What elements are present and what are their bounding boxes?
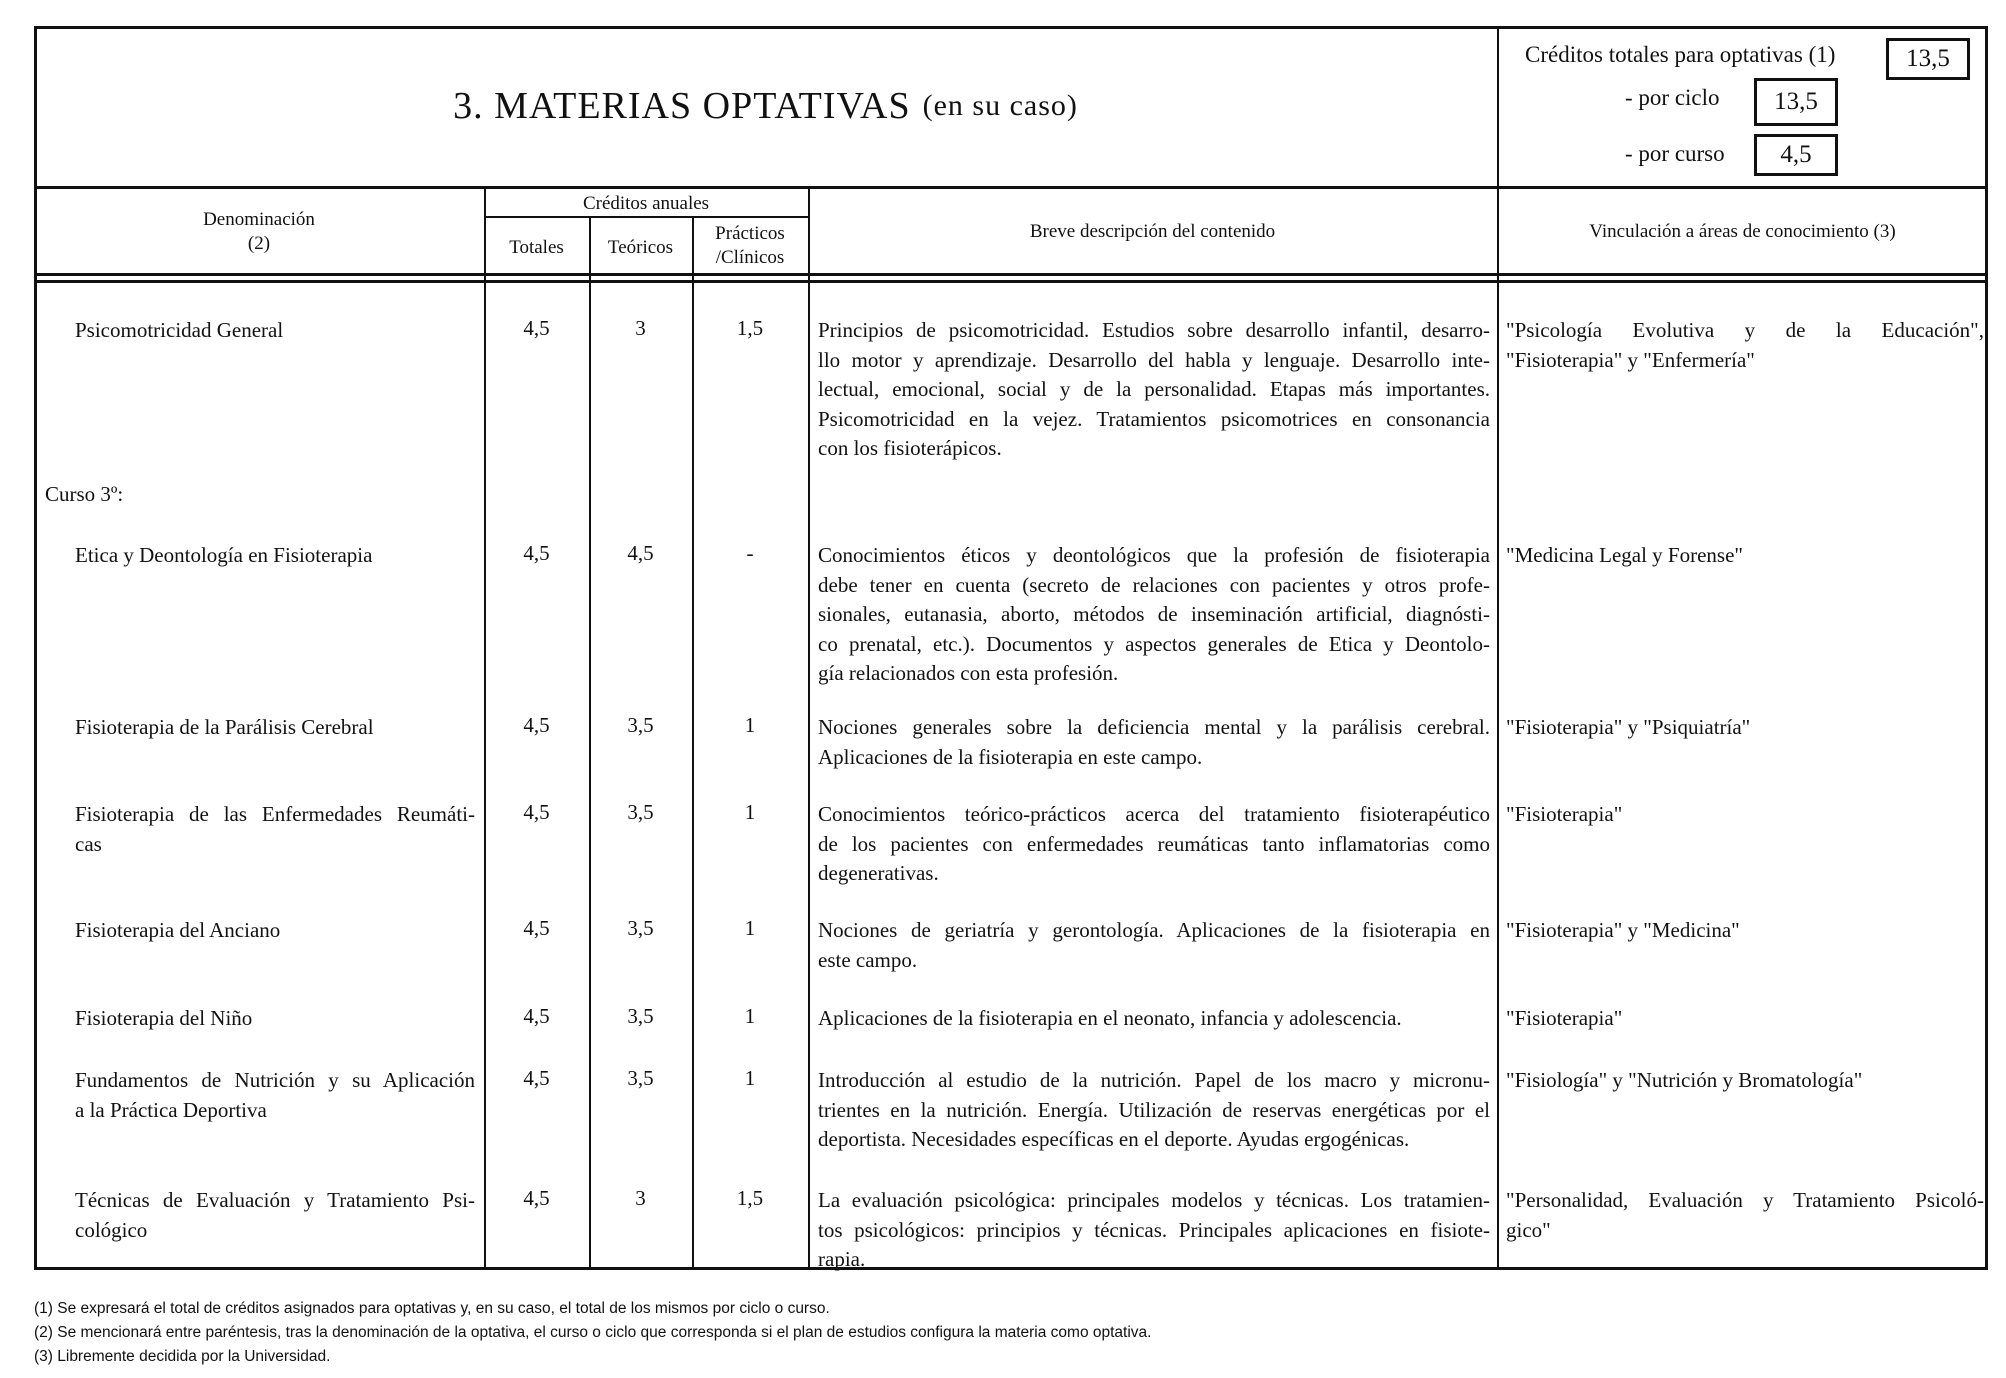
subject-areas <box>1506 1004 1984 1034</box>
header-divider-top <box>34 273 1988 276</box>
subject-name-line: cológico <box>75 1217 148 1242</box>
subject-name <box>75 316 475 346</box>
subject-name <box>75 541 475 571</box>
header-totales: Totales <box>509 237 564 258</box>
subject-description <box>818 1186 1490 1275</box>
subject-name-line: Fundamentos de Nutrición y su Aplicación <box>75 1068 475 1092</box>
credits-teoricos: 3,5 <box>627 713 654 737</box>
subject-description-line: Nociones de geriatría y gerontología. Aplicaciones de la fisioterapia en <box>818 918 1490 942</box>
subject-description-line: deportista. Necesidades específicas en el deporte. Ayudas ergogénicas. <box>818 1127 1410 1151</box>
page-title <box>34 26 1497 186</box>
subject-name <box>75 1004 475 1034</box>
subject-areas-line: "Psicología Evolutiva y de la Educación", <box>1506 318 1984 342</box>
subject-name-line: Etica y Deontología en Fisioterapia <box>75 543 373 567</box>
subject-description-line: de los pacientes con enfermedades reumáticas tanto inflamatorias como <box>818 831 1490 856</box>
subject-areas-line: "Fisioterapia" <box>1506 802 1623 826</box>
subject-areas <box>1506 800 1984 830</box>
subject-name <box>75 800 475 859</box>
subject-name-line: cas <box>75 831 102 856</box>
header-denominacion-note: (2) <box>247 232 271 254</box>
subject-areas <box>1506 1066 1984 1096</box>
subject-description-line: rapia. <box>818 1247 866 1271</box>
subject-description <box>818 1004 1490 1034</box>
credits-ciclo-value: 13,5 <box>1754 78 1838 126</box>
credits-totales: 4,5 <box>523 541 550 565</box>
subject-description-line: La evaluación psicológica: principales modelos y técnicas. Los tratamien- <box>818 1188 1490 1212</box>
subject-description-line: Conocimientos éticos y deontológicos que la profesión de fisioterapia <box>818 543 1490 567</box>
subject-description-line: degenerativas. <box>818 861 939 885</box>
credits-total-value: 13,5 <box>1886 38 1970 80</box>
header-denominacion <box>34 208 484 256</box>
subject-areas-line: "Fisioterapia" <box>1506 1006 1623 1030</box>
credits-teoricos: 3 <box>635 1186 646 1210</box>
title-divider <box>34 186 1988 189</box>
credits-practicos: 1 <box>744 800 756 824</box>
subject-name-line: Fisioterapia del Niño <box>75 1006 253 1030</box>
header-denominacion-label: Denominación <box>203 209 315 230</box>
credits-totales: 4,5 <box>523 713 550 737</box>
subject-areas-line: "Fisioterapia" y "Medicina" <box>1506 918 1740 942</box>
subject-areas <box>1506 916 1984 946</box>
subject-description-line: trientes en la nutrición. Energía. Utilización de reservas energéticas por el <box>818 1097 1490 1122</box>
subject-description-line: gía relacionados con esta profesión. <box>818 661 1119 685</box>
subject-description-line: Psicomotricidad en la vejez. Tratamientos psicomotrices en consonancia <box>818 406 1490 431</box>
credits-totales: 4,5 <box>523 1186 550 1210</box>
credits-totales: 4,5 <box>523 800 550 824</box>
subject-name <box>75 916 475 946</box>
credits-practicos: 1 <box>744 1004 756 1028</box>
credits-practicos: 1 <box>744 713 756 737</box>
subject-description-line: Nociones generales sobre la deficiencia mental y la parálisis cerebral. <box>818 715 1490 739</box>
subject-description-line: tos psicológicos: principios y técnicas. Principales aplicaciones en fisiote- <box>818 1217 1490 1242</box>
header-divider-bottom <box>34 280 1988 283</box>
subject-areas <box>1506 713 1984 743</box>
subject-areas <box>1506 316 1984 375</box>
header-creditos-anuales: Créditos anuales <box>582 193 710 214</box>
credits-curso-label: - por curso <box>1625 141 1725 166</box>
subject-description-line: Principios de psicomotricidad. Estudios sobre desarrollo infantil, desarro- <box>818 318 1490 342</box>
subject-areas-line: "Personalidad, Evaluación y Tratamiento Psicoló- <box>1506 1188 1984 1212</box>
footnote-2: (2) Se mencionará entre paréntesis, tras la denominación de la optativa, el curso o ciclo que corresponda si el plan de estudios configura la materia como optativa. <box>34 1324 1152 1341</box>
credits-total-label: Créditos totales para optativas (1) <box>1525 42 1836 67</box>
header-practicos <box>692 222 808 270</box>
header-vinculacion: Vinculación a áreas de conocimiento (3) <box>1589 221 1896 242</box>
subject-description-line: con los fisioterápicos. <box>818 436 1002 460</box>
credits-teoricos: 3 <box>635 316 646 340</box>
title-sub: (en su caso) <box>922 89 1078 122</box>
credits-teoricos: 3,5 <box>627 1066 654 1090</box>
credits-practicos: 1 <box>744 916 756 940</box>
column-rule-descripcion <box>808 186 810 1270</box>
subject-areas <box>1506 1186 1984 1245</box>
section-label-curso: Curso 3º: <box>45 482 124 506</box>
column-rule-teoricos <box>589 216 591 1270</box>
subject-name-line: Técnicas de Evaluación y Tratamiento Psi- <box>75 1188 475 1212</box>
subject-name-line: Fisioterapia del Anciano <box>75 918 281 942</box>
subject-description-line: Introducción al estudio de la nutrición. Papel de los macro y micronu- <box>818 1068 1490 1092</box>
subject-areas-line: "Medicina Legal y Forense" <box>1506 543 1743 567</box>
creditos-subheader-rule <box>484 216 808 218</box>
subject-description-line: sionales, eutanasia, aborto, métodos de inseminación artificial, diagnósti- <box>818 602 1490 626</box>
subject-description-line: Aplicaciones de la fisioterapia en este campo. <box>818 744 1203 769</box>
subject-name-line: Psicomotricidad General <box>75 318 284 342</box>
title-main: 3. MATERIAS OPTATIVAS <box>453 85 911 127</box>
subject-areas-line: "Fisiología" y "Nutrición y Bromatología" <box>1506 1068 1863 1092</box>
column-rule-areas <box>1497 26 1499 1270</box>
credits-teoricos: 4,5 <box>627 541 654 565</box>
subject-description-line: debe tener en cuenta (secreto de relaciones con pacientes y otros profe- <box>818 572 1490 597</box>
credits-totales: 4,5 <box>523 1004 550 1028</box>
footnote-3: (3) Libremente decidida por la Universidad. <box>34 1348 331 1365</box>
credits-practicos: 1 <box>744 1066 756 1090</box>
subject-description <box>818 800 1490 889</box>
subject-name <box>75 713 475 743</box>
credits-ciclo-label: - por ciclo <box>1625 85 1720 110</box>
subject-name-line: Fisioterapia de la Parálisis Cerebral <box>75 715 374 739</box>
subject-name <box>75 1186 475 1245</box>
header-descripcion: Breve descripción del contenido <box>1029 221 1276 242</box>
credits-teoricos: 3,5 <box>627 916 654 940</box>
subject-name-line: a la Práctica Deportiva <box>75 1097 267 1122</box>
credits-totales: 4,5 <box>523 316 550 340</box>
subject-areas-line: "Fisioterapia" y "Psiquiatría" <box>1506 715 1751 739</box>
credits-totales: 4,5 <box>523 1066 550 1090</box>
subject-name-line: Fisioterapia de las Enfermedades Reumáti- <box>75 802 475 826</box>
credits-teoricos: 3,5 <box>627 800 654 824</box>
subject-areas-line: "Fisioterapia" y "Enfermería" <box>1506 347 1755 372</box>
subject-description-line: co prenatal, etc.). Documentos y aspectos generales de Etica y Deontolo- <box>818 631 1490 656</box>
header-practicos-line2: /Clínicos <box>715 246 785 268</box>
credits-totales: 4,5 <box>523 916 550 940</box>
subject-description-line: Conocimientos teórico-prácticos acerca del tratamiento fisioterapéutico <box>818 802 1490 826</box>
subject-name <box>75 1066 475 1125</box>
credits-practicos: 1,5 <box>736 316 764 340</box>
column-rule-practicos <box>692 216 694 1270</box>
credits-practicos: - <box>746 541 754 565</box>
subject-description <box>818 916 1490 975</box>
subject-areas-line: gico" <box>1506 1217 1551 1242</box>
subject-areas <box>1506 541 1984 571</box>
subject-description <box>818 316 1490 464</box>
subject-description <box>818 713 1490 772</box>
credits-teoricos: 3,5 <box>627 1004 654 1028</box>
subject-description <box>818 541 1490 689</box>
subject-description-line: lectual, emocional, social y de la personalidad. Etapas más importantes. <box>818 377 1490 401</box>
subject-description <box>818 1066 1490 1155</box>
subject-description-line: este campo. <box>818 947 918 972</box>
footnote-1: (1) Se expresará el total de créditos asignados para optativas y, en su caso, el total de los mismos por ciclo o curso. <box>34 1300 830 1317</box>
subject-description-line: Aplicaciones de la fisioterapia en el neonato, infancia y adolescencia. <box>818 1006 1402 1030</box>
credits-practicos: 1,5 <box>736 1186 764 1210</box>
header-practicos-line1: Prácticos <box>715 223 785 244</box>
credits-curso-value: 4,5 <box>1754 134 1838 176</box>
subject-description-line: llo motor y aprendizaje. Desarrollo del habla y lenguaje. Desarrollo inte- <box>818 347 1490 372</box>
header-teoricos: Teóricos <box>607 237 674 258</box>
